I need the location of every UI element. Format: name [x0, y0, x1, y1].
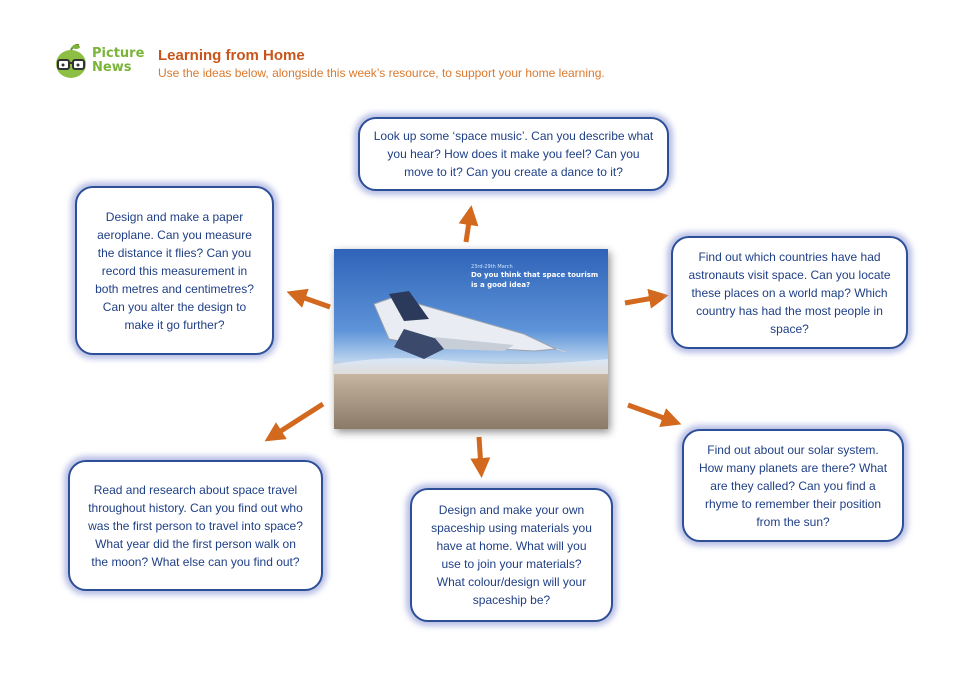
activity-text: Find out about our solar system. How many planets are there? What are they called? Can you find a rhyme to remember their position from the sun? — [698, 442, 888, 529]
activity-text: Design and make your own spaceship using materials you have at home. What will you use to join your materials? What colour/design will your spaceship be? — [431, 503, 592, 607]
arrow-right — [625, 297, 659, 303]
arrow-down-right — [628, 405, 672, 421]
apple-glasses-icon — [52, 42, 92, 82]
photo-date: 23rd-29th March — [471, 264, 513, 270]
activity-text: Look up some ‘space music’. Can you describe what you hear? How does it make you feel? Can you move to it? Can you create a dance to it? — [373, 129, 654, 179]
arrow-left — [296, 295, 330, 307]
photo-question: Do you think that space tourism is a good idea? — [471, 271, 599, 289]
logo-line-2: News — [92, 60, 132, 75]
activity-solar-system — [682, 429, 904, 542]
activity-text: Design and make a paper aeroplane. Can you measure the distance it flies? Can you record this measurement in both metres and centimetres? Can you alter the design to make it go further? — [95, 209, 254, 332]
page-subtitle: Use the ideas below, alongside this week’s resource, to support your home learning. — [158, 66, 605, 80]
arrow-up — [466, 215, 470, 242]
activity-space-history — [68, 460, 323, 591]
activity-text: Read and research about space travel throughout history. Can you find out who was the first person to travel into space? What year did the first person walk on the moon? What else can you find out? — [88, 482, 303, 569]
activity-paper-aeroplane — [75, 186, 274, 355]
arrow-down-left — [273, 404, 323, 436]
picture-news-logo — [52, 42, 145, 82]
activity-spaceship — [410, 488, 613, 622]
logo-text — [92, 47, 144, 75]
activity-astronauts — [671, 236, 908, 349]
logo-line-1: Picture — [92, 46, 145, 61]
photo-caption — [471, 264, 601, 290]
page-title: Learning from Home — [158, 47, 305, 64]
activity-text: Find out which countries have had astronauts visit space. Can you locate these places on a world map? Which country has had the most people in space? — [688, 249, 891, 336]
activity-space-music — [358, 117, 669, 191]
spaceship-photo — [334, 249, 608, 429]
arrow-down — [479, 437, 481, 468]
